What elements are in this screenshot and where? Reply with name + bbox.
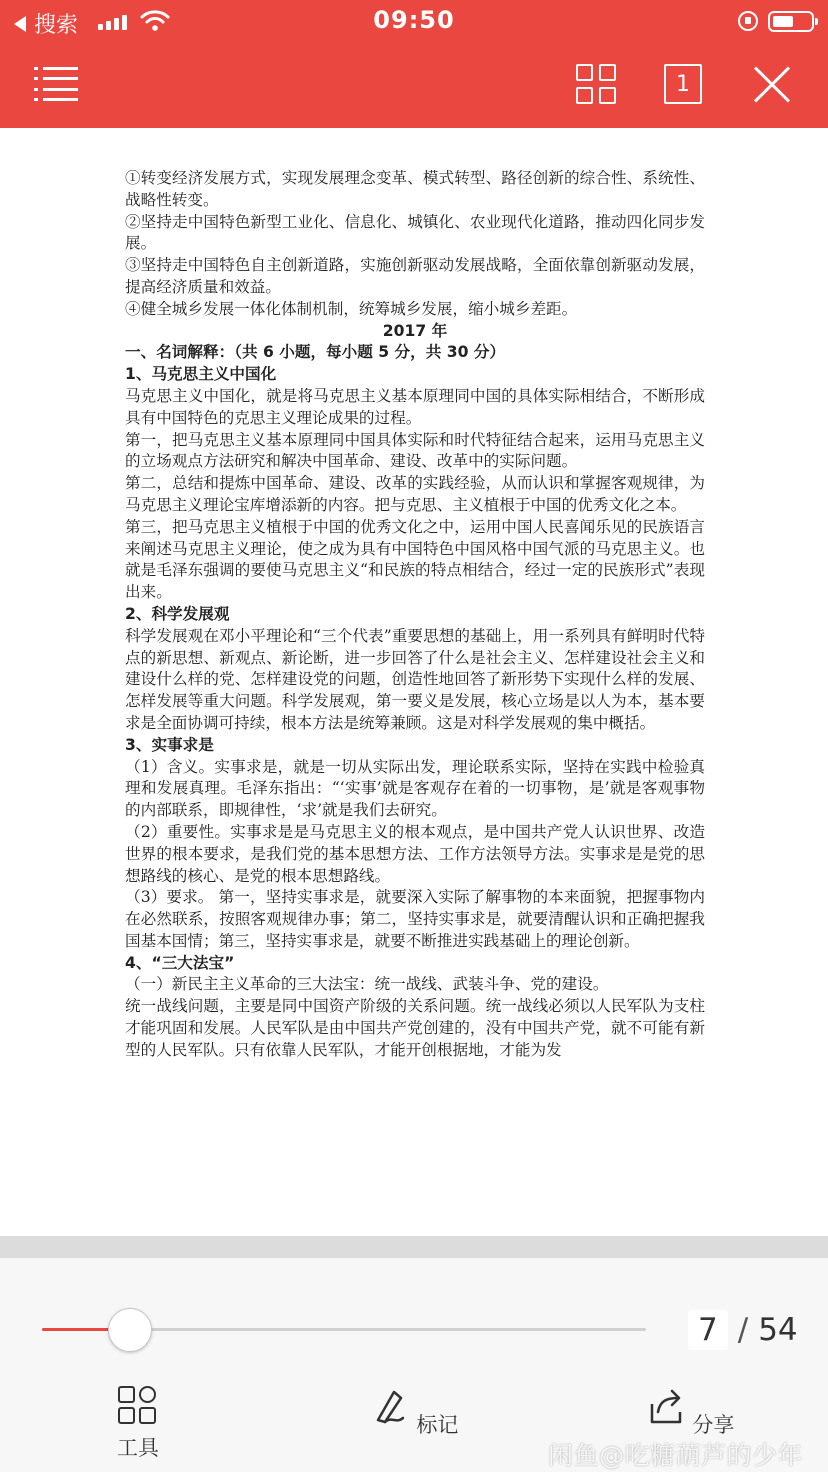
watermark: 闲鱼@吃糖葫芦的少年 [548, 1441, 804, 1470]
tools-icon [118, 1386, 158, 1426]
page-separator [0, 1236, 828, 1258]
paragraph: ②坚持走中国特色新型工业化、信息化、城镇化、农业现代化道路，推动四化同步发展。 [125, 212, 705, 253]
mark-label: 标记 [416, 1413, 459, 1437]
orientation-lock-icon [738, 11, 758, 31]
section-heading: 4、“三大法宝” [125, 953, 235, 972]
paragraph: （一）新民主主义革命的三大法宝：统一战线、武装斗争、党的建设。 [125, 975, 609, 994]
grid-view-icon[interactable] [576, 64, 616, 104]
battery-icon [768, 11, 814, 32]
status-time: 09:50 [373, 6, 455, 34]
current-page[interactable]: 7 [688, 1310, 728, 1350]
paragraph: 马克思主义中国化，就是将马克思主义基本原理同中国的具体实际相结合，不断形成具有中国特色的克思主义理论成果的过程。 [125, 386, 705, 427]
section-heading: 2、科学发展观 [125, 604, 230, 623]
back-label: 搜索 [34, 13, 79, 38]
section-heading: 一、名词解释：（共 6 小题，每小题 5 分，共 30 分） [125, 343, 506, 362]
paragraph: 第二，总结和提炼中国革命、建设、改革的实践经验，从而认识和掌握客观规律，为马克思主义理论宝库增添新的内容。把与克思、主义植根于中国的优秀文化之本。 [125, 474, 705, 514]
document-content [125, 168, 705, 1062]
paragraph: 第一，把马克思主义基本原理同中国具体实际和时代特征结合起来，运用马克思主义的立场观点方法研究和解决中国革命、建设、改革中的实际问题。 [125, 430, 705, 471]
paragraph: 第三，把马克思主义植根于中国的优秀文化之中，运用中国人民喜闻乐见的民族语言来阐述马克思主义理论，使之成为具有中国特色中国风格中国气派的马克思主义。也就是毛泽东强调的要使马克思主义“和民族的特点相结合，经过一定的民族形式”表现出来。 [125, 517, 705, 602]
tools-button[interactable] [93, 1386, 183, 1462]
page-indicator [688, 1310, 798, 1350]
bottom-panel [0, 1258, 828, 1472]
total-pages: 54 [758, 1312, 798, 1348]
menu-icon[interactable] [34, 64, 78, 104]
section-heading: 1、马克思主义中国化 [125, 365, 277, 384]
mark-icon [370, 1386, 410, 1426]
section-heading: 3、实事求是 [125, 735, 214, 754]
paragraph: ③坚持走中国特色自主创新道路，实施创新驱动发展战略，全面依靠创新驱动发展，提高经济质量和效益。 [125, 256, 705, 296]
document-page[interactable] [0, 128, 828, 1236]
status-bar [0, 0, 828, 44]
tools-label: 工具 [117, 1436, 159, 1460]
paragraph: （1）含义。实事求是，就是一切从实际出发，理论联系实际，坚持在实践中检验真理和发展真理。毛泽东指出：“‘实事’就是客观存在着的一切事物，是’就是客观事物的内部联系，即规律性，‘求’就是我们去研究。 [125, 757, 705, 820]
single-page-icon[interactable] [664, 64, 702, 104]
paragraph: ①转变经济发展方式，实现发展理念变革、模式转型、路径创新的综合性、系统性、战略性转变。 [125, 169, 705, 209]
close-icon[interactable] [752, 64, 792, 104]
paragraph: 科学发展观在邓小平理论和“三个代表”重要思想的基础上，用一系列具有鲜明时代特点的新思想、新观点、新论断，进一步回答了什么是社会主义、怎样建设社会主义和建设什么样的党、怎样建设党的问题，创造性地回答了新形势下实现什么样的发展、怎样发展等重大问题。科学发展观，第一要义是发展，核心立场是以人为本，基本要求是全面协调可持续，根本方法是统筹兼顾。这是对科学发展观的集中概括。 [125, 626, 705, 732]
single-page-icon-label: 1 [676, 71, 690, 97]
top-bar [0, 0, 828, 128]
paragraph: 统一战线问题，主要是同中国资产阶级的关系问题。统一战线必须以人民军队为支柱才能巩固和发展。人民军队是由中国共产党创建的，没有中国共产党，就不可能有新型的人民军队。只有依靠人民军队，才能开创根据地，才能为发 [125, 997, 705, 1059]
share-label: 分享 [692, 1413, 735, 1437]
paragraph: （2）重要性。实事求是是马克思主义的根本观点，是中国共产党人认识世界、改造世界的根本要求，是我们党的基本思想方法、工作方法领导方法。实事求是是党的思想路线的核心、是党的根本思想路线。 [125, 822, 705, 885]
share-icon [646, 1386, 686, 1426]
page-slider-thumb[interactable] [108, 1308, 152, 1352]
paragraph: ④健全城乡发展一体化体制机制，统筹城乡发展，缩小城乡差距。 [125, 299, 578, 318]
mark-button[interactable] [369, 1386, 459, 1439]
share-button[interactable] [645, 1386, 735, 1439]
paragraph: （3）要求。 第一，坚持实事求是，就要深入实际了解事物的本来面貌，把握事物内在必然联系，按照客观规律办事；第二，坚持实事求是，就要清醒认识和正确把握我国基本国情；第三，坚持实事求是，就要不断推进实践基础上的理论创新。 [125, 888, 705, 950]
year-heading: 2017 年 [382, 321, 448, 340]
page-separator-slash: / [737, 1312, 749, 1348]
